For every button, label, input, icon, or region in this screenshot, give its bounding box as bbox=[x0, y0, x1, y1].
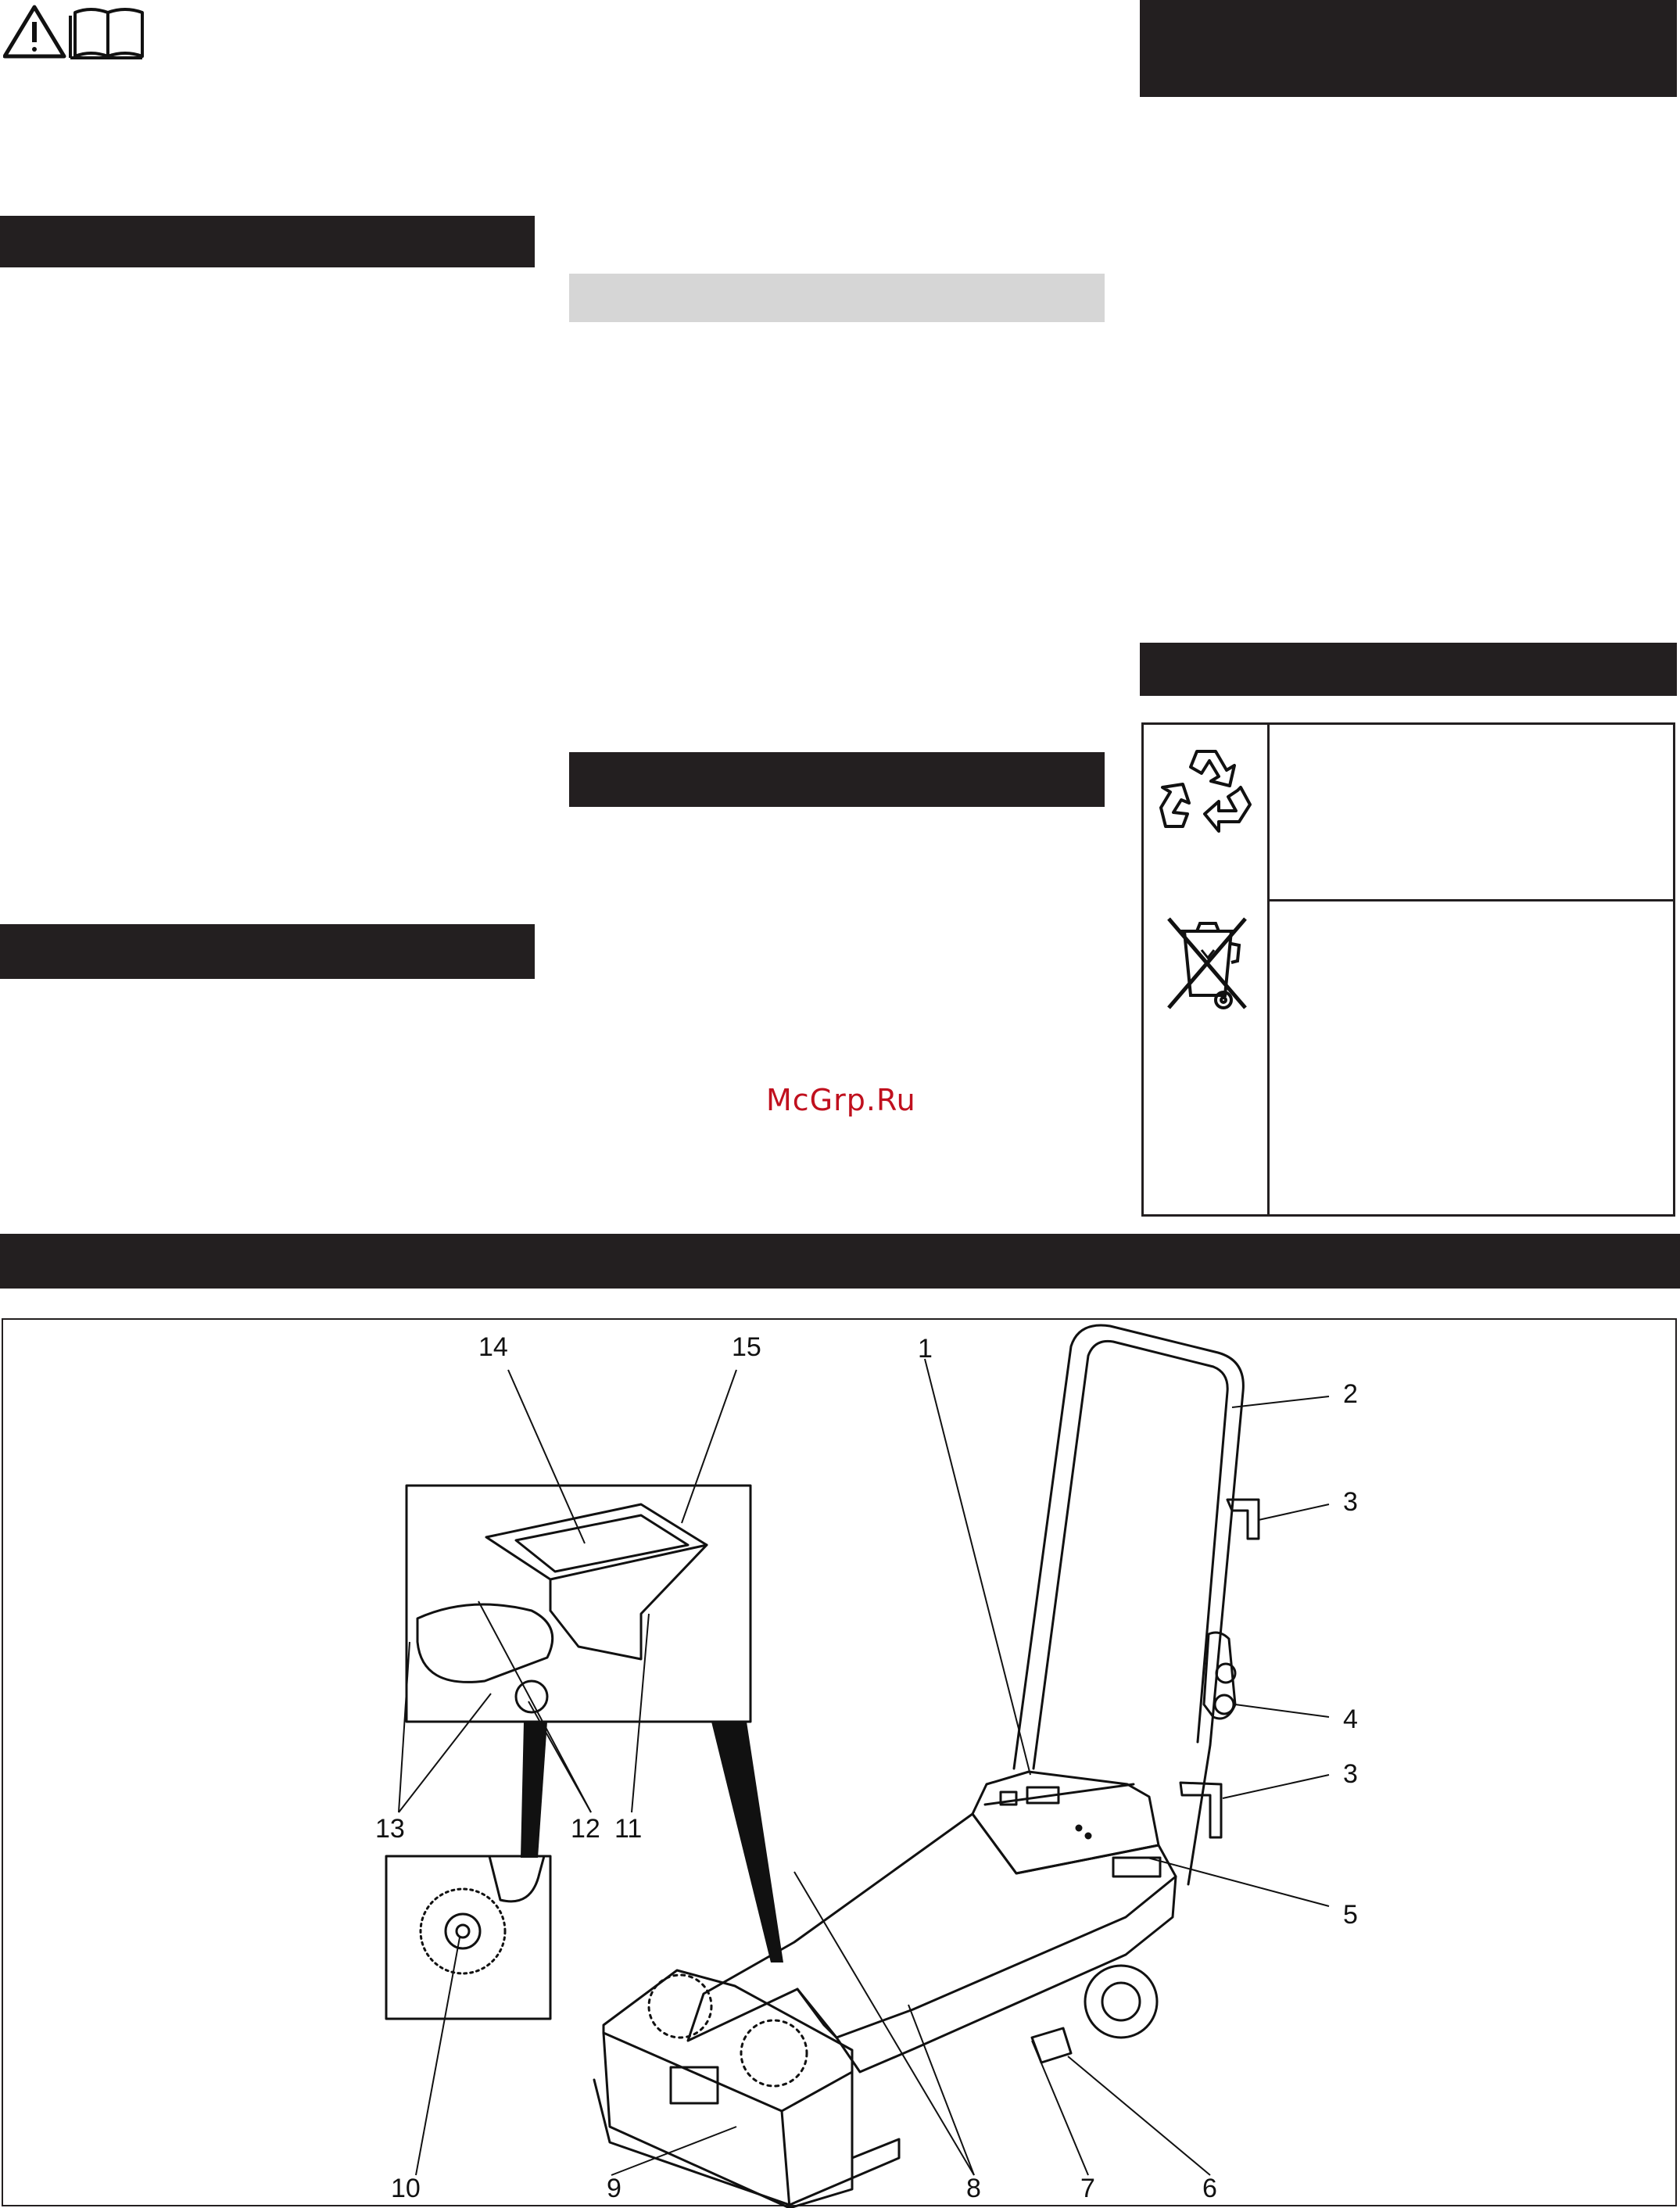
callout-6: 6 bbox=[1202, 2174, 1217, 2203]
brush-housing bbox=[604, 1970, 852, 2208]
manual-book-icon bbox=[70, 9, 142, 58]
machine-illustration bbox=[0, 1318, 1680, 2208]
callout-2: 2 bbox=[1343, 1379, 1358, 1409]
callout-14: 14 bbox=[478, 1332, 508, 1362]
section-heading-bar bbox=[1140, 0, 1677, 97]
disposal-table bbox=[1141, 722, 1675, 1217]
callout-9: 9 bbox=[607, 2174, 621, 2203]
table-divider bbox=[1267, 899, 1673, 901]
callout-15: 15 bbox=[732, 1332, 761, 1362]
detail-inset-container bbox=[407, 1486, 750, 1722]
section-heading-bar bbox=[0, 924, 535, 979]
callout-7: 7 bbox=[1080, 2174, 1095, 2203]
callout-4: 4 bbox=[1343, 1704, 1358, 1734]
callout-10: 10 bbox=[391, 2174, 421, 2203]
subsection-heading-bar bbox=[569, 274, 1105, 322]
warning-manual-icons bbox=[3, 3, 145, 59]
table-divider bbox=[1267, 725, 1270, 1214]
callout-5: 5 bbox=[1343, 1900, 1358, 1930]
section-heading-bar bbox=[1140, 643, 1677, 696]
callout-1: 1 bbox=[918, 1334, 933, 1364]
callout-8: 8 bbox=[966, 2174, 981, 2203]
recycling-icon bbox=[1159, 745, 1253, 839]
wheel bbox=[1085, 1966, 1157, 2038]
callout-12: 12 bbox=[571, 1814, 600, 1844]
watermark: McGrp.Ru bbox=[766, 1083, 916, 1117]
crossed-bin-icon bbox=[1164, 914, 1252, 1016]
section-heading-bar bbox=[569, 752, 1105, 807]
callout-13: 13 bbox=[375, 1814, 405, 1844]
section-heading-bar bbox=[0, 216, 535, 267]
callout-3: 3 bbox=[1343, 1487, 1358, 1517]
warning-triangle-icon bbox=[5, 7, 64, 56]
detail-inset-brush bbox=[386, 1856, 550, 2019]
callout-3b: 3 bbox=[1343, 1759, 1358, 1789]
full-width-heading-bar bbox=[0, 1234, 1680, 1289]
callout-11: 11 bbox=[614, 1814, 643, 1844]
